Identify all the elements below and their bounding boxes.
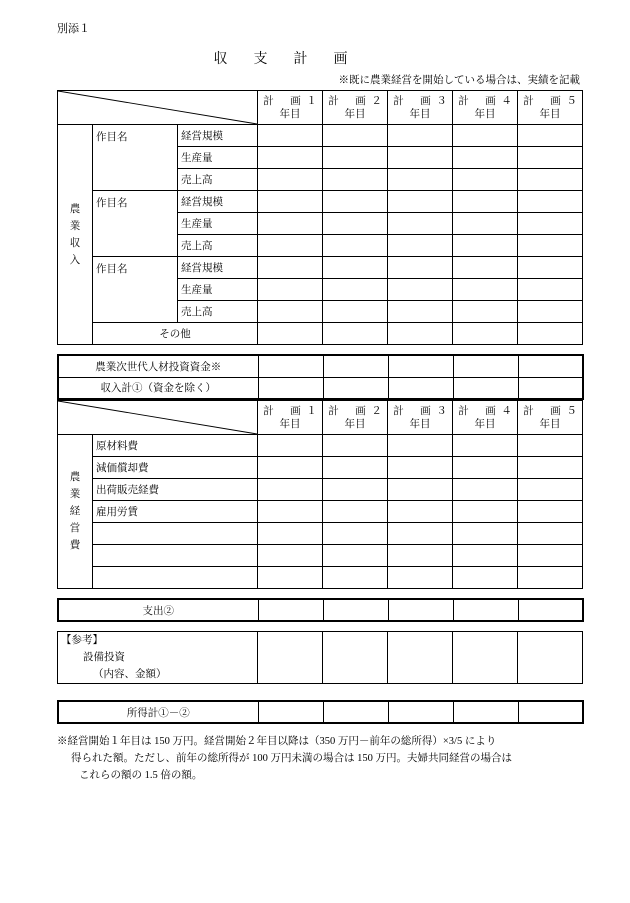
reference-line-2: 設備投資 [83, 652, 125, 663]
crop2-sales-y2[interactable] [323, 235, 388, 257]
diagonal-line-icon [58, 401, 257, 434]
crop3-yield-y5[interactable] [518, 279, 583, 301]
reference-line-3: （内容、金額） [93, 669, 167, 680]
reference-label [58, 632, 258, 684]
expense-vertical-label-char-1: 農 [69, 472, 81, 483]
other-income-y4[interactable] [453, 323, 518, 345]
expense-vertical-label-char-2: 業 [69, 489, 81, 500]
spacer-2 [57, 589, 582, 598]
expense-year-header-5-line1: 計 画 [523, 405, 564, 417]
profit-y4[interactable] [453, 701, 518, 723]
table-row-profit [58, 701, 583, 723]
crop3-sales-y4[interactable] [453, 301, 518, 323]
crop3-sales-y1[interactable] [258, 301, 323, 323]
expense-6-y5[interactable] [518, 545, 583, 567]
expense-year-header-1-line2: １年目 [279, 405, 317, 430]
expense-4-y5[interactable] [518, 501, 583, 523]
crop2-yield-y4[interactable] [453, 213, 518, 235]
crop1-scale-y4[interactable] [453, 125, 518, 147]
expense-4-y1[interactable] [258, 501, 323, 523]
crop1-sales-y5[interactable] [518, 169, 583, 191]
expense-year-header-5 [518, 401, 583, 435]
expense-vertical-label-char-3: 経 [69, 506, 81, 517]
table-row-header-income [58, 91, 583, 125]
crop2-sales-y1[interactable] [258, 235, 323, 257]
expense-vertical-label-char-5: 費 [69, 540, 81, 551]
profit-y5[interactable] [518, 701, 583, 723]
crop3-sales-y3[interactable] [388, 301, 453, 323]
table-row-header-expense [58, 401, 583, 435]
table-row [58, 545, 583, 567]
footnote-line-2: 得られた額。ただし、前年の総所得が 100 万円未満の場合は 150 万円。夫婦共同経営の場合は [71, 753, 512, 764]
table-row [58, 567, 583, 589]
income-vertical-label-char-2: 業 [69, 220, 81, 232]
year-header-2-line2: ２年目 [344, 95, 382, 120]
profit-y2[interactable] [323, 701, 388, 723]
income-vertical-label-char-3: 収 [69, 237, 81, 249]
expense-7-y2[interactable] [323, 567, 388, 589]
corner-cell-expense [58, 401, 258, 435]
crop1-yield-y5[interactable] [518, 147, 583, 169]
table-row [58, 523, 583, 545]
expense-item-label-2: 減価償却費 [93, 457, 258, 479]
expense-1-y2[interactable] [323, 435, 388, 457]
other-income-y5[interactable] [518, 323, 583, 345]
expense-table [57, 400, 583, 589]
crop3-yield-y2[interactable] [323, 279, 388, 301]
income-vertical-label-char-4: 入 [69, 254, 81, 266]
expense-item-label-3: 出荷販売経費 [93, 479, 258, 501]
income-total-table [57, 354, 584, 400]
year-header-2-line1: 計 画 [328, 95, 369, 107]
crop2-sales-y3[interactable] [388, 235, 453, 257]
year-header-5-line2: ５年目 [539, 95, 577, 120]
expense-vertical-label-char-4: 営 [69, 523, 81, 534]
income-vertical-label [58, 125, 93, 345]
other-income-label: その他 [93, 323, 258, 345]
expense-total-y1[interactable] [258, 599, 323, 621]
crop2-sales-label: 売上高 [178, 235, 258, 257]
fund-row-label: 農業次世代人材投資資金※ [58, 355, 258, 377]
crop2-scale-y3[interactable] [388, 191, 453, 213]
fund-y4[interactable] [453, 355, 518, 377]
table-row [58, 191, 583, 213]
table-row-expense-total [58, 599, 583, 621]
crop-name-label-2: 作目名 [93, 191, 178, 257]
crop3-scale-y4[interactable] [453, 257, 518, 279]
year-header-1-line1: 計 画 [263, 95, 304, 107]
expense-2-y4[interactable] [453, 457, 518, 479]
expense-year-header-5-line2: ５年目 [539, 405, 577, 430]
expense-6-y3[interactable] [388, 545, 453, 567]
reference-y2[interactable] [323, 632, 388, 684]
expense-5-y1[interactable] [258, 523, 323, 545]
expense-5-y3[interactable] [388, 523, 453, 545]
year-header-3 [388, 91, 453, 125]
fund-y5[interactable] [518, 355, 583, 377]
crop1-sales-label: 売上高 [178, 169, 258, 191]
expense-5-y5[interactable] [518, 523, 583, 545]
crop2-yield-y3[interactable] [388, 213, 453, 235]
year-header-4 [453, 91, 518, 125]
crop3-sales-y5[interactable] [518, 301, 583, 323]
reference-y1[interactable] [258, 632, 323, 684]
crop2-yield-label: 生産量 [178, 213, 258, 235]
expense-vertical-label [58, 435, 93, 589]
income-total-y5[interactable] [518, 377, 583, 399]
income-total-y1[interactable] [258, 377, 323, 399]
expense-total-y2[interactable] [323, 599, 388, 621]
expense-item-label-4: 雇用労賃 [93, 501, 258, 523]
expense-3-y1[interactable] [258, 479, 323, 501]
header-note: ※既に農業経営を開始している場合は、実績を記載 [338, 75, 580, 86]
expense-5-y2[interactable] [323, 523, 388, 545]
expense-2-y5[interactable] [518, 457, 583, 479]
crop1-scale-y3[interactable] [388, 125, 453, 147]
profit-label: 所得計①－② [58, 701, 258, 723]
reference-table [57, 631, 583, 684]
crop1-sales-y3[interactable] [388, 169, 453, 191]
spacer-1 [57, 345, 582, 354]
footnote-line-1: ※経営開始１年目は 150 万円。経営開始２年目以降は（350 万円－前年の総所得）×3/5 により [57, 736, 497, 747]
other-income-y3[interactable] [388, 323, 453, 345]
expense-total-y3[interactable] [388, 599, 453, 621]
expense-2-y3[interactable] [388, 457, 453, 479]
expense-year-header-3 [388, 401, 453, 435]
crop1-yield-y3[interactable] [388, 147, 453, 169]
expense-year-header-4-line1: 計 画 [458, 405, 499, 417]
profit-table [57, 700, 584, 724]
crop1-scale-label: 経営規模 [178, 125, 258, 147]
expense-1-y5[interactable] [518, 435, 583, 457]
table-row [58, 323, 583, 345]
expense-year-header-4 [453, 401, 518, 435]
crop1-sales-y2[interactable] [323, 169, 388, 191]
expense-7-y3[interactable] [388, 567, 453, 589]
expense-6-y1[interactable] [258, 545, 323, 567]
crop3-sales-y2[interactable] [323, 301, 388, 323]
table-row [58, 435, 583, 457]
expense-2-y1[interactable] [258, 457, 323, 479]
expense-7-y1[interactable] [258, 567, 323, 589]
crop3-yield-y1[interactable] [258, 279, 323, 301]
expense-total-y4[interactable] [453, 599, 518, 621]
year-header-4-line1: 計 画 [458, 95, 499, 107]
year-header-1 [258, 91, 323, 125]
expense-year-header-2-line2: ２年目 [344, 405, 382, 430]
expense-2-y2[interactable] [323, 457, 388, 479]
fund-y2[interactable] [323, 355, 388, 377]
expense-item-label-7[interactable] [93, 567, 258, 589]
year-header-2 [323, 91, 388, 125]
crop1-scale-y1[interactable] [258, 125, 323, 147]
diagonal-line-icon [58, 91, 257, 124]
crop2-yield-y5[interactable] [518, 213, 583, 235]
table-row-reference [58, 632, 583, 684]
income-total-y4[interactable] [453, 377, 518, 399]
footnote [57, 733, 597, 784]
expense-item-label-5[interactable] [93, 523, 258, 545]
year-header-3-line2: ３年目 [409, 95, 447, 120]
expense-year-header-2 [323, 401, 388, 435]
year-header-5-line1: 計 画 [523, 95, 564, 107]
expense-item-label-6[interactable] [93, 545, 258, 567]
spacer-3 [57, 622, 582, 631]
year-header-5 [518, 91, 583, 125]
crop2-sales-y4[interactable] [453, 235, 518, 257]
expense-4-y2[interactable] [323, 501, 388, 523]
crop1-yield-y2[interactable] [323, 147, 388, 169]
footnote-line-3: これらの額の 1.5 倍の額。 [79, 770, 203, 781]
expense-4-y3[interactable] [388, 501, 453, 523]
crop2-scale-y1[interactable] [258, 191, 323, 213]
expense-year-header-1 [258, 401, 323, 435]
expense-1-y3[interactable] [388, 435, 453, 457]
corner-cell-income [58, 91, 258, 125]
profit-y3[interactable] [388, 701, 453, 723]
crop2-yield-y2[interactable] [323, 213, 388, 235]
fund-y3[interactable] [388, 355, 453, 377]
expense-item-label-1: 原材料費 [93, 435, 258, 457]
reference-y3[interactable] [388, 632, 453, 684]
other-income-y1[interactable] [258, 323, 323, 345]
crop2-yield-y1[interactable] [258, 213, 323, 235]
expense-3-y3[interactable] [388, 479, 453, 501]
expense-year-header-3-line2: ３年目 [409, 405, 447, 430]
table-row [58, 501, 583, 523]
crop3-yield-y3[interactable] [388, 279, 453, 301]
expense-6-y4[interactable] [453, 545, 518, 567]
crop1-yield-label: 生産量 [178, 147, 258, 169]
crop3-yield-label: 生産量 [178, 279, 258, 301]
crop2-scale-y5[interactable] [518, 191, 583, 213]
crop1-yield-y4[interactable] [453, 147, 518, 169]
spacer-4 [57, 684, 582, 700]
expense-year-header-2-line1: 計 画 [328, 405, 369, 417]
crop1-sales-y1[interactable] [258, 169, 323, 191]
expense-3-y4[interactable] [453, 479, 518, 501]
income-total-y2[interactable] [323, 377, 388, 399]
crop3-scale-y5[interactable] [518, 257, 583, 279]
expense-7-y4[interactable] [453, 567, 518, 589]
expense-7-y5[interactable] [518, 567, 583, 589]
table-row-fund [58, 355, 583, 377]
crop3-scale-y3[interactable] [388, 257, 453, 279]
expense-3-y2[interactable] [323, 479, 388, 501]
crop3-scale-y2[interactable] [323, 257, 388, 279]
expense-total-label: 支出② [58, 599, 258, 621]
expense-year-header-3-line1: 計 画 [393, 405, 434, 417]
crop1-sales-y4[interactable] [453, 169, 518, 191]
expense-1-y4[interactable] [453, 435, 518, 457]
table-row [58, 457, 583, 479]
income-table [57, 90, 583, 345]
table-row [58, 479, 583, 501]
crop2-sales-y5[interactable] [518, 235, 583, 257]
expense-6-y2[interactable] [323, 545, 388, 567]
year-header-1-line2: １年目 [279, 95, 317, 120]
other-income-y2[interactable] [323, 323, 388, 345]
expense-total-y5[interactable] [518, 599, 583, 621]
year-header-3-line1: 計 画 [393, 95, 434, 107]
crop2-scale-y2[interactable] [323, 191, 388, 213]
crop3-yield-y4[interactable] [453, 279, 518, 301]
crop1-scale-y2[interactable] [323, 125, 388, 147]
profit-y1[interactable] [258, 701, 323, 723]
crop-name-label-1: 作目名 [93, 125, 178, 191]
crop3-sales-label: 売上高 [178, 301, 258, 323]
income-vertical-label-char-1: 農 [69, 203, 81, 215]
reference-y5[interactable] [518, 632, 583, 684]
crop1-yield-y1[interactable] [258, 147, 323, 169]
expense-year-header-1-line1: 計 画 [263, 405, 304, 417]
crop3-scale-y1[interactable] [258, 257, 323, 279]
crop-name-label-3: 作目名 [93, 257, 178, 323]
year-header-4-line2: ４年目 [474, 95, 512, 120]
crop1-scale-y5[interactable] [518, 125, 583, 147]
crop2-scale-y4[interactable] [453, 191, 518, 213]
income-total-label: 収入計①（資金を除く） [58, 377, 258, 399]
expense-5-y4[interactable] [453, 523, 518, 545]
document-label: 別添１ [57, 23, 90, 35]
income-total-y3[interactable] [388, 377, 453, 399]
table-row [58, 257, 583, 279]
expense-3-y5[interactable] [518, 479, 583, 501]
table-row-income-total [58, 377, 583, 399]
expense-4-y4[interactable] [453, 501, 518, 523]
crop2-scale-label: 経営規模 [178, 191, 258, 213]
reference-line-1: 【参考】 [61, 635, 103, 646]
expense-year-header-4-line2: ４年目 [474, 405, 512, 430]
fund-y1[interactable] [258, 355, 323, 377]
page-title: 収 支 計 画 [213, 52, 354, 67]
expense-1-y1[interactable] [258, 435, 323, 457]
reference-y4[interactable] [453, 632, 518, 684]
table-row [58, 125, 583, 147]
expense-total-table [57, 598, 584, 622]
crop3-scale-label: 経営規模 [178, 257, 258, 279]
